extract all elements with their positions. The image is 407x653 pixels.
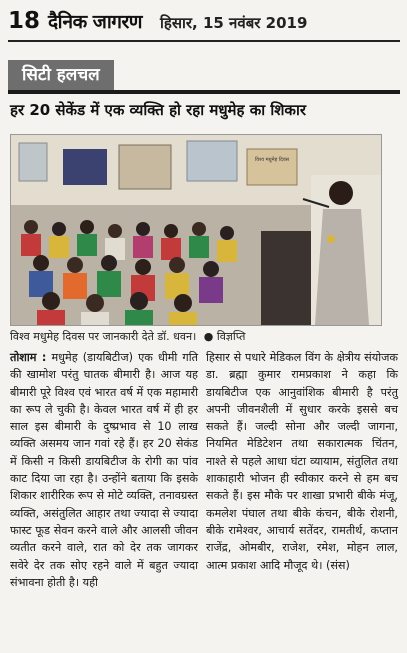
right-column-text: हिसार से पधारे मेडिकल विंग के क्षेत्रीय संयोजक डा. ब्रह्मा कुमार रामप्रकाश ने कहा कि डायबिटीज एक आनुवांशिक बीमारी है परंतु अपनी जीवनशैली में सुधार करके इससे बच सकते हैं। जल्दी सोना और जल्दी जागना, नियमित मेडिटेशन तथा सकारात्मक चिंतन, नाश्ते से पहले आधा घंटा व्यायाम, संतुलित तथा शाकाहारी भोजन ही स्वीकार करने से हम बच सकते हैं। इस मौके पर शाखा प्रभारी बीके मंजू, कमलेश पंघाल तथा बीके कंचन, बीके रोशनी, बीके रामेश्वर, आचार्य सतेंदर, रामतीर्थ, कप्तान राजेंद्र, ओमबीर, राजेश, रमेश, मोहन लाल, आत्म प्रकाश आदि मौजूद थे। (संस) <box>206 351 398 572</box>
section-header <box>8 60 400 94</box>
masthead-rule <box>8 40 400 42</box>
event-photo-illustration <box>11 135 381 325</box>
article-headline: हर 20 सेकेंड में एक व्यक्ति हो रहा मधुमेह का शिकार <box>10 101 306 119</box>
city-date: हिसार, 15 नवंबर 2019 <box>160 14 308 32</box>
banner-text: विश्व मधुमेह दिवस <box>255 157 289 163</box>
photo-credit: ● विज्ञप्ति <box>203 330 246 343</box>
left-column-text: मधुमेह (डायबिटीज) एक धीमी गति की खामोश परंतु घातक बीमारी है। आज यह बीमारी पूरे विश्व एवं भारत वर्ष में एक महामारी का रूप ले चुकी है। केवल भारत वर्ष में ही हर साल इस बीमारी के दुष्प्रभाव से 10 लाख व्यक्ति असमय जान गवां रहे हैं। हर 20 सेकंड में किसी न किसी डायबिटीज के रोगी का पांव काट दिया जा रहा है। उन्होंने बताया कि इसके शिकार शारीरिक रूप से मोटे व्यक्ति, तनावग्रस्त व्यक्ति, असंतुलित आहार तथा ज्यादा से ज्यादा फास्ट फूड सेवन करने वाले और आलसी जीवन व्यतीत करने वाले, रात को देर तक जागकर सवेरे देर तक सोए रहने वाले में बहुत ज्यादा संभावना होती है। यही <box>10 351 198 589</box>
article-photo <box>10 134 382 326</box>
page-number: 18 <box>8 8 41 34</box>
photo-caption <box>10 329 400 344</box>
caption-text: विश्व मधुमेह दिवस पर जानकारी देते डॉ. धवन। <box>10 330 197 343</box>
newspaper-logo: दैनिक जागरण <box>48 11 143 33</box>
masthead <box>8 8 400 34</box>
article-column-right <box>206 349 398 574</box>
article-dateline: तोशाम : <box>10 351 47 364</box>
article-column-left <box>10 349 198 591</box>
section-label: सिटी हलचल <box>8 60 114 90</box>
